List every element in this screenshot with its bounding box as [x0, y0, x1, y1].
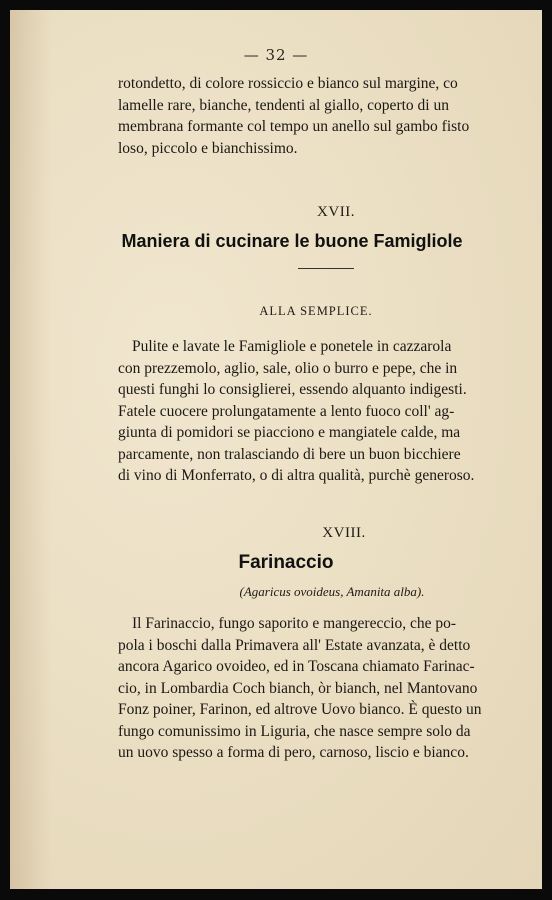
section-18-title: Farinaccio	[238, 552, 334, 573]
book-page	[10, 10, 542, 889]
text-line: Fonz poiner, Farinon, ed altrove Uovo bianco. È questo un	[118, 701, 482, 718]
page-edge-stain	[10, 10, 52, 889]
section-18-paragraph	[118, 613, 542, 764]
section-18-latin-names: (Agaricus ovoideus, Amanita alba).	[239, 584, 425, 599]
title-divider	[298, 268, 354, 269]
text-line: giunta di pomidori se piacciono e mangiatele calde, ma	[118, 424, 461, 441]
text-line: membrana formante col tempo un anello sul gambo fisto	[118, 118, 470, 135]
section-17-subtitle: ALLA SEMPLICE.	[259, 304, 373, 318]
text-line: Pulite e lavate le Famigliole e ponetele in cazzarola	[132, 338, 452, 355]
section-17-numeral: XVII.	[317, 204, 355, 220]
page-number: — 32 —	[243, 46, 309, 64]
text-line: pola i boschi dalla Primavera all' Estate avanzata, è detto	[118, 636, 471, 654]
text-line: lamelle rare, bianche, tendenti al giallo, coperto di un	[118, 96, 449, 114]
text-line: questi funghi lo consiglierei, essendo alquanto indigesti.	[118, 381, 467, 398]
text-line: Il Farinaccio, fungo saporito e mangereccio, che po-	[132, 615, 457, 632]
text-line: cio, in Lombardia Coch bianch, òr bianch, nel Mantovano	[118, 679, 478, 697]
text-line: Fatele cuocere prolungatamente a lento fuoco coll' ag-	[118, 402, 455, 420]
text-line: fungo comunissimo in Liguria, che nasce sempre solo da	[118, 722, 471, 740]
text-line: ancora Agarico ovoideo, ed in Toscana chiamato Farinac-	[118, 658, 475, 675]
section-17-paragraph	[118, 336, 542, 487]
text-line: con prezzemolo, aglio, sale, olio o burro e pepe, che in	[118, 359, 458, 377]
text-line: di vino di Monferrato, o di altra qualità, purchè generoso.	[118, 467, 475, 484]
section-17-title: Maniera di cucinare le buone Famigliole	[121, 231, 463, 251]
section-18-numeral: XVIII.	[322, 525, 366, 541]
text-line: parcamente, non tralasciando di bere un buon bicchiere	[118, 445, 461, 463]
text-line: loso, piccolo e bianchissimo.	[118, 139, 298, 157]
text-line: rotondetto, di colore rossiccio e bianco sul margine, co	[118, 75, 458, 92]
text-line: un uovo spesso a forma di pero, carnoso, liscio e bianco.	[118, 744, 469, 761]
intro-paragraph	[118, 73, 542, 159]
